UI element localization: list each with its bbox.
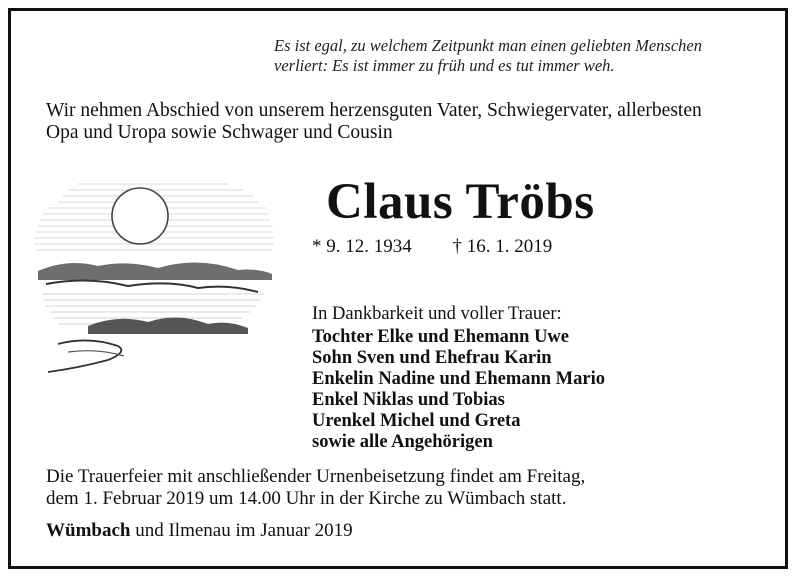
mourner-line: sowie alle Angehörigen bbox=[312, 432, 493, 452]
life-dates bbox=[312, 236, 552, 258]
mourner-line: Sohn Sven und Ehefrau Karin bbox=[312, 348, 552, 368]
intro-line: Opa und Uropa sowie Schwager und Cousin bbox=[46, 122, 393, 143]
mourner-line: Urenkel Michel und Greta bbox=[312, 411, 521, 431]
mourners-intro: In Dankbarkeit und voller Trauer: bbox=[312, 304, 562, 324]
moon-shape bbox=[112, 188, 168, 244]
epigraph-quote bbox=[274, 36, 702, 76]
quote-line: verliert: Es ist immer zu früh und es tut immer weh. bbox=[274, 56, 615, 75]
birth-date: * 9. 12. 1934 bbox=[312, 236, 412, 257]
service-line: Die Trauerfeier mit anschließender Urnenbeisetzung findet am Freitag, bbox=[46, 466, 586, 487]
place-name: Wümbach bbox=[46, 520, 131, 541]
mourner-line: Tochter Elke und Ehemann Uwe bbox=[312, 327, 569, 347]
mourner-line: Enkelin Nadine und Ehemann Mario bbox=[312, 369, 605, 389]
deceased-name: Claus Tröbs bbox=[326, 174, 595, 230]
moon-landscape-illustration bbox=[28, 176, 276, 376]
quote-line: Es ist egal, zu welchem Zeitpunkt man einen geliebten Menschen bbox=[274, 36, 702, 55]
mourner-line: Enkel Niklas und Tobias bbox=[312, 390, 505, 410]
place-rest: und Ilmenau im Januar 2019 bbox=[130, 520, 353, 541]
farewell-intro bbox=[46, 100, 702, 144]
service-info bbox=[46, 466, 585, 510]
death-date: † 16. 1. 2019 bbox=[452, 236, 553, 257]
place-date-line bbox=[46, 520, 353, 542]
service-line: dem 1. Februar 2019 um 14.00 Uhr in der Kirche zu Wümbach statt. bbox=[46, 488, 567, 509]
mourners-list bbox=[312, 327, 605, 453]
intro-line: Wir nehmen Abschied von unserem herzensguten Vater, Schwiegervater, allerbesten bbox=[46, 100, 702, 121]
